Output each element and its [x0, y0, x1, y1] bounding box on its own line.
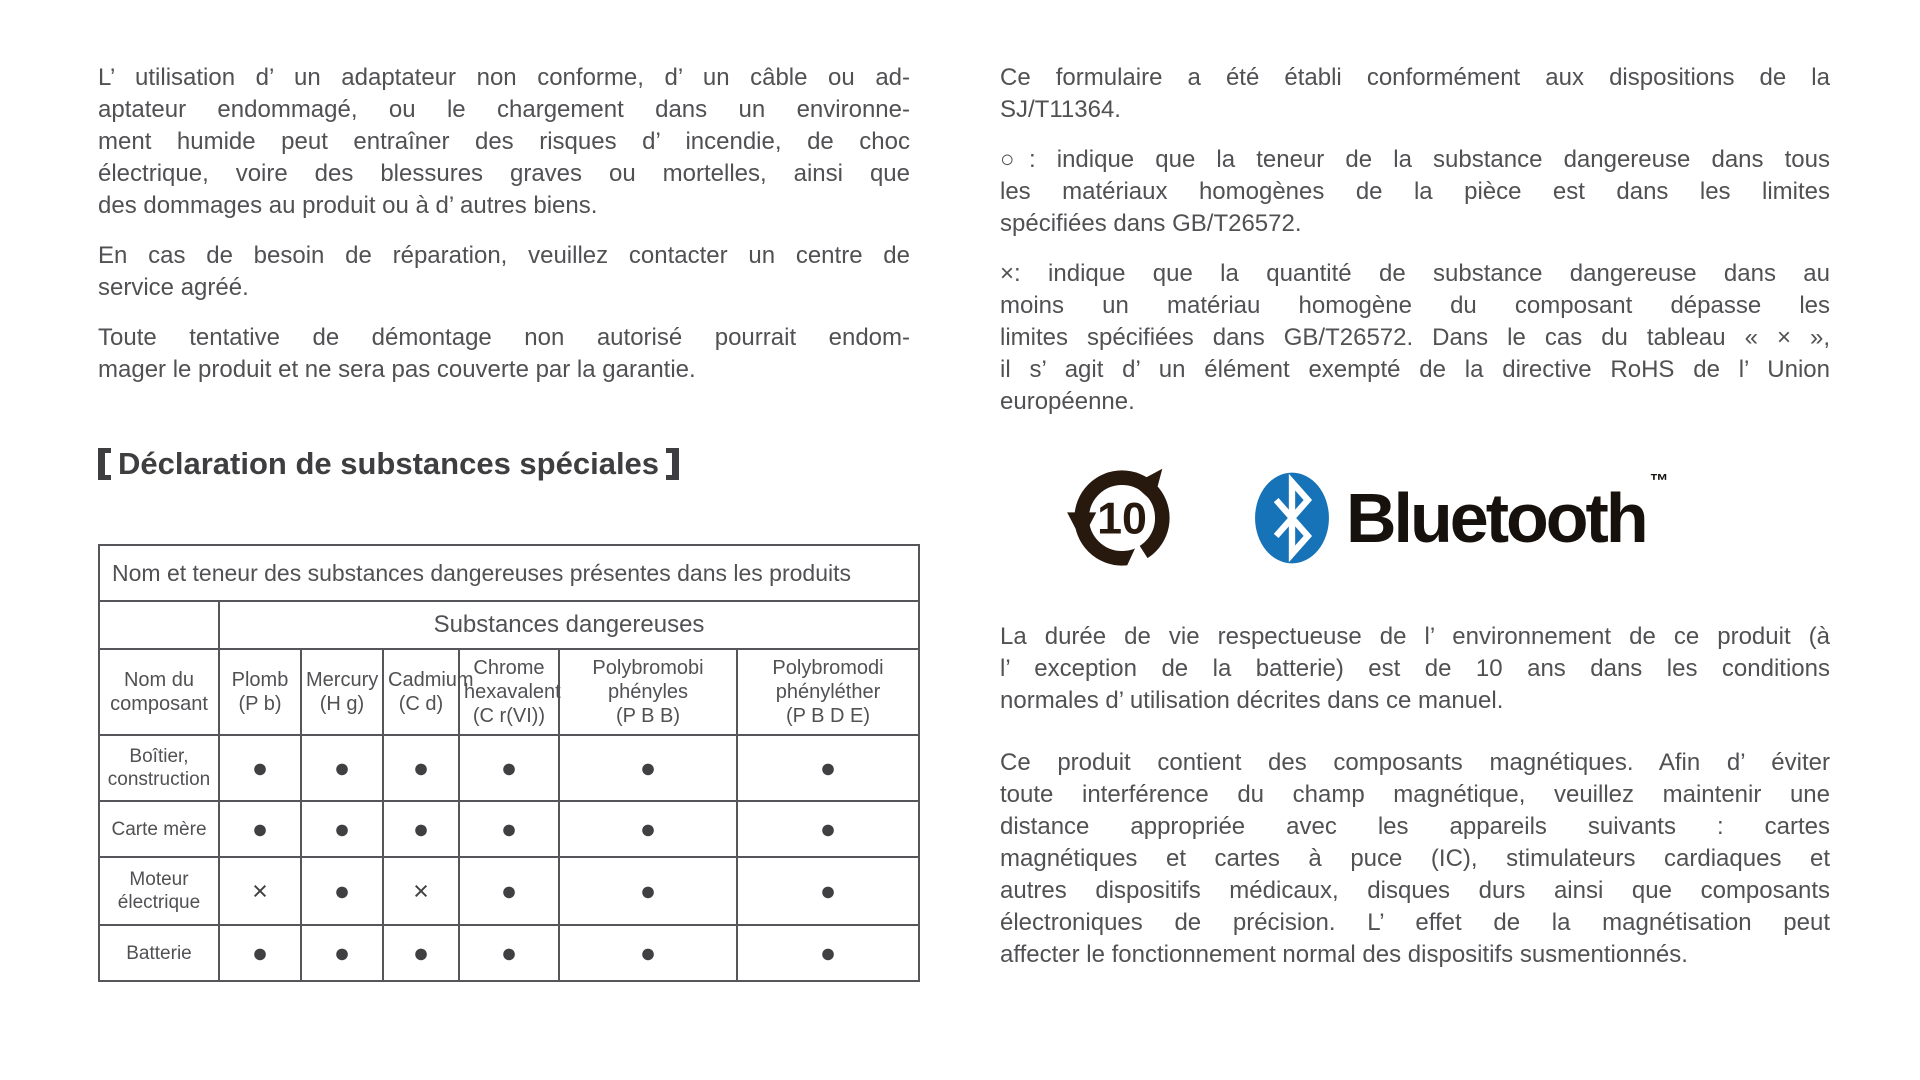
table-cell: ● — [301, 857, 383, 925]
bluetooth-wordmark: Bluetooth — [1346, 479, 1646, 557]
paragraph-environment-lifespan: La durée de vie respectueuse de l’ environnement de ce produit (à l’ exception de la batterie) est de 10 ans dans les conditions normales d’ utilisation décrites dans ce manuel. — [1000, 623, 1830, 714]
left-column — [98, 62, 910, 982]
table-cell: ● — [301, 925, 383, 981]
table-cell: ● — [383, 925, 459, 981]
section-title-substances-declaration — [98, 442, 910, 486]
row-label-battery: Batterie — [99, 925, 219, 981]
table-cell: ● — [301, 735, 383, 801]
row-label-electric-motor: Moteur électrique — [99, 857, 219, 925]
table-cell: ● — [459, 857, 559, 925]
table-cell: ● — [219, 735, 301, 801]
table-row-electric-motor — [99, 857, 919, 925]
bluetooth-logo — [1254, 467, 1669, 569]
paragraph-magnetic-components: Ce produit contient des composants magnétiques. Afin d’ éviter toute interférence du champ magnétique, veuillez maintenir une distance appropriée avec les appareils suivants : cartes magnétiques et cartes à puce (IC), stimulateurs cardiaques et autres dispositifs médicaux, disques durs ainsi que composants électroniques de précision. L’ effet de la magnétisation peut affecter le fonctionnement normal des dispositifs susmentionnés. — [1000, 749, 1830, 968]
table-cell: ● — [219, 925, 301, 981]
col-header-mercury: Mercury (H g) — [301, 649, 383, 735]
table-group-header: Substances dangereuses — [219, 601, 919, 649]
paragraph-sjt11364: Ce formulaire a été établi conformément aux dispositions de la SJ/T11364. — [1000, 64, 1830, 123]
hazardous-substances-table — [98, 544, 920, 982]
row-label-housing: Boîtier, construction — [99, 735, 219, 801]
col-header-pbb: Polybromobi phényles (P B B) — [559, 649, 737, 735]
table-title: Nom et teneur des substances dangereuses présentes dans les produits — [99, 545, 919, 601]
lenticular-bracket-open-icon — [98, 448, 111, 480]
table-row-motherboard — [99, 801, 919, 857]
table-cell: ● — [383, 801, 459, 857]
logos-row — [1066, 460, 1830, 576]
table-cell: ● — [301, 801, 383, 857]
col-header-hexavalent-chromium: Chrome hexavalent (C r(VI)) — [459, 649, 559, 735]
paragraph-cross-legend: ×: indique que la quantité de substance dangereuse dans au moins un matériau homogène du composant dépasse les limites spécifiées dans GB/T26572. Dans le cas du tableau « × », il s’ agit d’ un élément exempté de la directive RoHS de l’ Union européenne. — [1000, 260, 1830, 415]
table-cell: ● — [737, 925, 919, 981]
table-cell: ● — [737, 801, 919, 857]
row-label-motherboard: Carte mère — [99, 801, 219, 857]
table-cell: ● — [459, 925, 559, 981]
table-row-battery — [99, 925, 919, 981]
col-header-lead: Plomb (P b) — [219, 649, 301, 735]
table-cell: ● — [219, 801, 301, 857]
paragraph-repair-notice: En cas de besoin de réparation, veuillez contacter un centre de service agréé. — [98, 242, 910, 301]
table-cell: ● — [559, 735, 737, 801]
table-blank-cell — [99, 601, 219, 649]
right-column — [1000, 62, 1830, 989]
paragraph-adapter-warning: L’ utilisation d’ un adaptateur non conforme, d’ un câble ou ad- aptateur endommagé, ou le chargement dans un environne- ment humide peut entraîner des risques d’ incendie, de choc électrique, voire des blessures graves ou mortelles, ainsi que des dommages au produit ou à d’ autres biens. — [98, 64, 910, 219]
table-cell: ● — [559, 925, 737, 981]
paragraph-disassembly-warning: Toute tentative de démontage non autorisé pourrait endom- mager le produit et ne sera pas couverte par la garantie. — [98, 324, 910, 383]
table-cell: ● — [737, 735, 919, 801]
table-cell: × — [383, 857, 459, 925]
bluetooth-icon — [1254, 467, 1330, 569]
col-header-cadmium: Cadmium (C d) — [383, 649, 459, 735]
col-header-component-name: Nom du composant — [99, 649, 219, 735]
col-header-pbde: Polybromodi phényléther (P B D E) — [737, 649, 919, 735]
table-cell: ● — [737, 857, 919, 925]
trademark-symbol: ™ — [1649, 471, 1669, 492]
paragraph-circle-legend: ○: indique que la teneur de la substance dangereuse dans tous les matériaux homogènes de la pièce est dans les limites spécifiées dans GB/T26572. — [1000, 146, 1830, 237]
table-cell: ● — [459, 735, 559, 801]
table-cell: × — [219, 857, 301, 925]
table-cell: ● — [459, 801, 559, 857]
efup-years-text: 10 — [1097, 493, 1147, 544]
table-cell: ● — [383, 735, 459, 801]
table-cell: ● — [559, 801, 737, 857]
table-row-housing — [99, 735, 919, 801]
lenticular-bracket-close-icon — [666, 448, 679, 480]
table-cell: ● — [559, 857, 737, 925]
section-title-text: Déclaration de substances spéciales — [118, 446, 660, 481]
efup-10-icon — [1066, 462, 1178, 574]
